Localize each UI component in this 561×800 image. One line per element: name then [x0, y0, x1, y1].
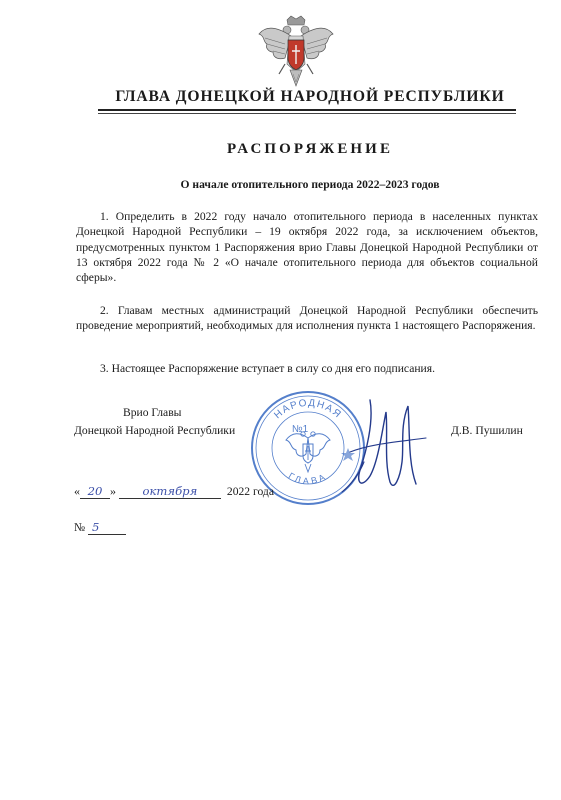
- coat-of-arms-emblem: [257, 14, 335, 96]
- date-day: 20: [80, 484, 110, 499]
- date-year: 2022 года: [226, 485, 274, 498]
- issuer-title: ГЛАВА ДОНЕЦКОЙ НАРОДНОЙ РЕСПУБЛИКИ: [115, 88, 505, 105]
- number-value: 5: [88, 520, 126, 535]
- date-month: октября: [119, 484, 221, 499]
- paragraph-2: [76, 303, 538, 334]
- document-subject: О начале отопительного периода 2022–2023 годов: [180, 178, 440, 191]
- signatory-name: Д.В. Пушилин: [451, 424, 523, 437]
- stamp-eagle-icon: [286, 432, 330, 472]
- date-open-quote: «: [74, 484, 80, 498]
- paragraph-1-text: 1. Определить в 2022 году начало отопительного периода в населенных пунктах Донецкой Народной Республики – 19 октября 2022 года, за исключением объектов, предусмотренных пунктом 1 Распоряжения врио Главы Донецкой Народной Республики от 13 октября 2022 года № 2 «О начале отопительного периода для объектов социальной сферы».: [76, 210, 538, 285]
- stamp-number: №1: [291, 424, 309, 435]
- handwritten-signature: [330, 392, 430, 502]
- paragraph-3: [76, 361, 538, 376]
- paragraph-1: [76, 209, 538, 285]
- document-type-heading: РАСПОРЯЖЕНИЕ: [226, 141, 394, 157]
- signatory-position-line2: Донецкой Народной Республики: [74, 424, 236, 437]
- paragraph-2-text: 2. Главам местных администраций Донецкой Народной Республики обеспечить проведение мероприятий, необходимых для исполнения пункта 1 настоящего Распоряжения.: [76, 304, 538, 333]
- signing-date: [74, 484, 274, 499]
- document-number: [74, 520, 126, 535]
- header-divider: [98, 109, 516, 111]
- stamp-bottom-text: ГЛАВА: [286, 470, 330, 487]
- header-divider-thin: [98, 113, 516, 114]
- number-label: №: [74, 521, 86, 534]
- stamp-top-text: НАРОДНАЯ: [272, 397, 344, 422]
- signatory-position-line1: Врио Главы: [123, 406, 182, 419]
- date-close-quote: »: [110, 484, 116, 498]
- paragraph-3-text: 3. Настоящее Распоряжение вступает в силу со дня его подписания.: [100, 362, 435, 375]
